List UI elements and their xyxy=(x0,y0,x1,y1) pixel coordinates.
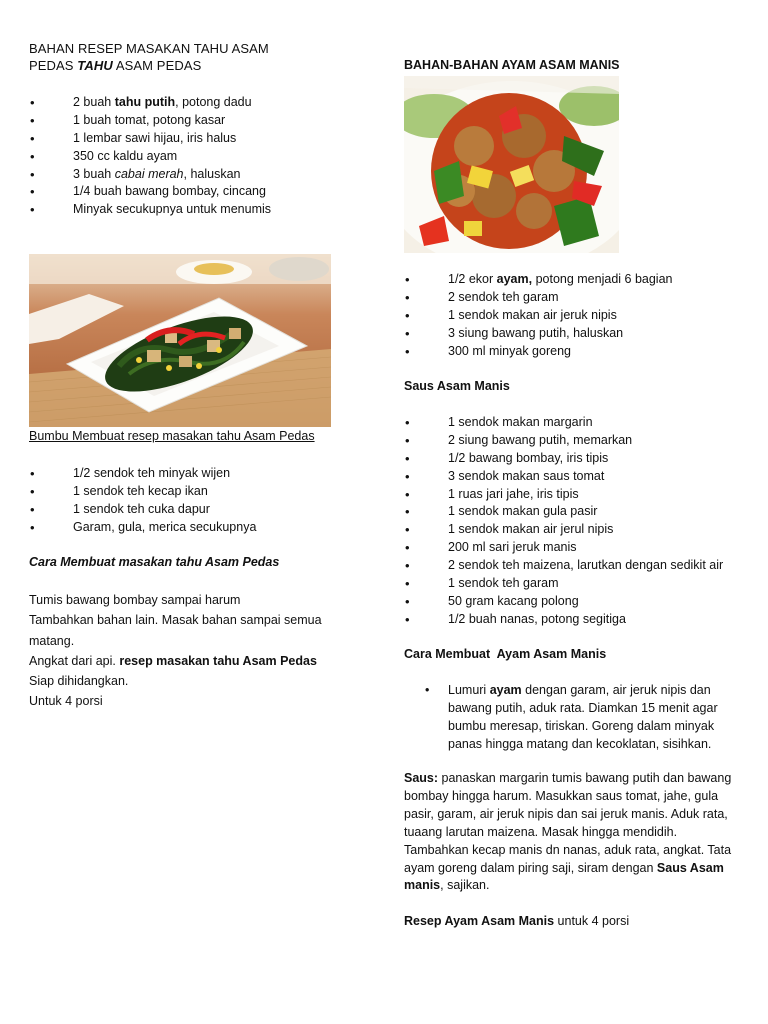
list-item: • 1 sendok teh cuka dapur xyxy=(29,501,256,519)
saus-ingredient-list xyxy=(404,414,723,629)
step-2: Tambahkan bahan lain. Masak bahan sampai semua matang. xyxy=(29,613,322,648)
cara-membuat-tahu-steps xyxy=(29,590,329,712)
saus-asam-manis-heading: Saus Asam Manis xyxy=(404,379,510,393)
bumbu-list xyxy=(29,465,256,537)
tahu-ingredient-list xyxy=(29,94,271,219)
title-line-1: BAHAN RESEP MASAKAN TAHU ASAM xyxy=(29,41,269,56)
ayam-serving-note: Resep Ayam Asam Manis untuk 4 porsi xyxy=(404,914,630,928)
list-item: • 3 siung bawang putih, haluskan xyxy=(404,325,672,343)
title-line-2: PEDAS TAHU ASAM PEDAS xyxy=(29,58,202,73)
list-item: • 1 sendok makan margarin xyxy=(404,414,723,432)
ayam-asam-manis-heading: BAHAN-BAHAN AYAM ASAM MANIS xyxy=(404,58,620,72)
ayam-asam-manis-photo xyxy=(404,76,619,253)
list-item: • 350 cc kaldu ayam xyxy=(29,148,271,166)
bumbu-caption: Bumbu Membuat resep masakan tahu Asam Pedas xyxy=(29,429,315,443)
list-item: • 2 sendok teh garam xyxy=(404,289,672,307)
list-item: • 300 ml minyak goreng xyxy=(404,343,672,361)
list-item: • 1 sendok teh garam xyxy=(404,575,723,593)
saus-instructions: Saus: panaskan margarin tumis bawang putih dan bawang bombay hingga harum. Masukkan saus tomat, jahe, gula pasir, garam, air jeruk nipis dan sai jeruk manis. Aduk rata, tuaang larutan maizena. Masak hingga mendidih. Tambahkan kecap manis dn nanas, aduk rata, angkat. Tata ayam goreng dalam piring saji, siram dengan Saus Asam manis, sajikan. xyxy=(404,771,732,893)
list-item: • 1 buah tomat, potong kasar xyxy=(29,112,271,130)
step-4: Untuk 4 porsi xyxy=(29,694,103,709)
list-item: • 1 sendok makan gula pasir xyxy=(404,503,723,521)
list-item: • 1 ruas jari jahe, iris tipis xyxy=(404,486,723,504)
list-item: • 1 lembar sawi hijau, iris halus xyxy=(29,130,271,148)
list-item: • 200 ml sari jeruk manis xyxy=(404,539,723,557)
step-1: Tumis bawang bombay sampai harum xyxy=(29,593,241,607)
list-item: • 2 siung bawang putih, memarkan xyxy=(404,432,723,450)
list-item: • 1/4 buah bawang bombay, cincang xyxy=(29,183,271,201)
list-item: • 1 sendok makan air jerul nipis xyxy=(404,521,723,539)
list-item: • 3 sendok makan saus tomat xyxy=(404,468,723,486)
list-item: • 3 buah cabai merah, haluskan xyxy=(29,166,271,184)
list-item: • 1/2 buah nanas, potong segitiga xyxy=(404,611,723,629)
list-item: • 1/2 bawang bombay, iris tipis xyxy=(404,450,723,468)
list-item: • Minyak secukupnya untuk menumis xyxy=(29,201,271,219)
step-3: Angkat dari api. resep masakan tahu Asam Pedas Siap dihidangkan. xyxy=(29,653,317,689)
list-item: • 1 sendok teh kecap ikan xyxy=(29,483,256,501)
list-item: • 2 buah tahu putih, potong dadu xyxy=(29,94,271,112)
cara-membuat-tahu-heading: Cara Membuat masakan tahu Asam Pedas xyxy=(29,555,280,569)
tahu-asam-pedas-photo xyxy=(29,254,331,427)
list-item: • 1/2 sendok teh minyak wijen xyxy=(29,465,256,483)
list-item: • 1 sendok makan air jeruk nipis xyxy=(404,307,672,325)
cara-membuat-ayam-heading: Cara Membuat Ayam Asam Manis xyxy=(404,647,607,661)
list-item: • 1/2 ekor ayam, potong menjadi 6 bagian xyxy=(404,271,672,289)
list-item: • Garam, gula, merica secukupnya xyxy=(29,519,256,537)
list-item: • 50 gram kacang polong xyxy=(404,593,723,611)
left-recipe-title xyxy=(29,40,359,74)
lumuri-step: • Lumuri ayam dengan garam, air jeruk nipis dan bawang putih, aduk rata. Diamkan 15 menit agar bumbu meresap, tiriskan. Goreng dalam minyak panas hingga matang dan kecoklatan, sisihkan. xyxy=(404,682,748,754)
list-item: • 2 sendok teh maizena, larutkan dengan sedikit air xyxy=(404,557,723,575)
ayam-ingredient-list xyxy=(404,271,672,360)
